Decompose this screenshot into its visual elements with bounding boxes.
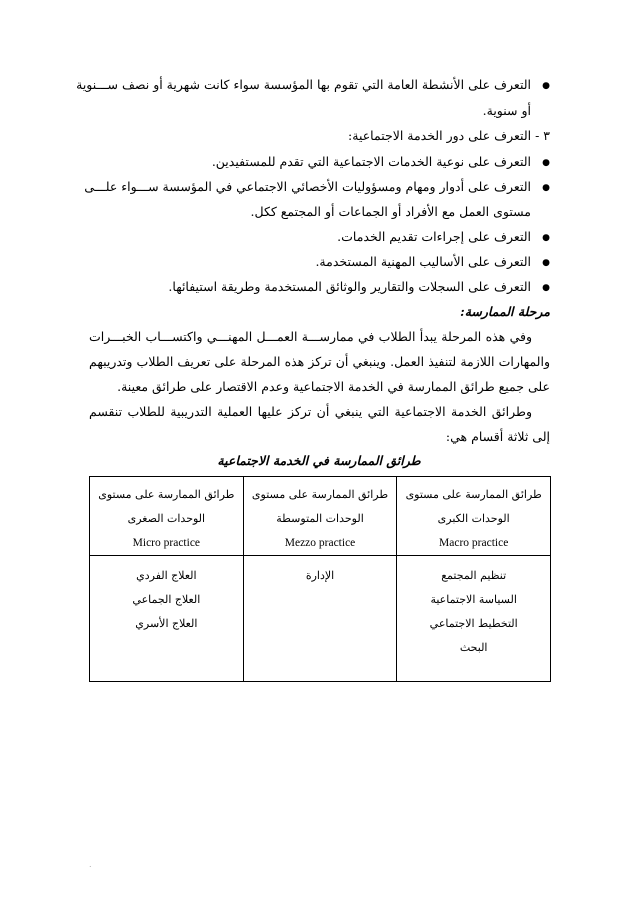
bullet-item: ● التعرف على إجراءات تقديم الخدمات.: [337, 229, 531, 245]
micro-header-cell: [90, 477, 244, 556]
text-line: مستوى العمل مع الأفراد أو الجماعات أو المجتمع ككل.: [250, 204, 531, 219]
footer-mark: .: [89, 860, 92, 869]
paragraph-line: وفي هذه المرحلة يبدأ الطلاب في ممارســـة العمـــل المهنـــي واكتســـاب الخبـــرات: [89, 329, 532, 344]
paragraph-line: على جميع طرائق الممارسة في الخدمة الاجتماعية وعدم الاقتصار على طرائق معينة.: [117, 379, 550, 394]
cell-line: العلاج الفردي: [136, 569, 197, 582]
mezzo-body-cell: [243, 556, 397, 682]
macro-body-cell: [397, 556, 551, 682]
text-line: أو سنوية.: [482, 103, 531, 118]
cell-line: طرائق الممارسة على مستوى: [98, 488, 235, 501]
table-header-row: [90, 477, 551, 556]
mezzo-header-cell: [243, 477, 397, 556]
bullet-item: ● التعرف على أدوار ومهام ومسؤوليات الأخصائي الاجتماعي في المؤسسة ســـواء علـــى: [89, 179, 531, 195]
bullet-item: ● التعرف على نوعية الخدمات الاجتماعية التي تقدم للمستفيدين.: [212, 154, 531, 170]
cell-line: البحث: [459, 641, 488, 654]
practice-methods-table: [89, 476, 551, 682]
cell-latin: Mezzo practice: [284, 537, 356, 549]
paragraph-line: إلى ثلاثة أقسام هي:: [445, 429, 550, 444]
cell-line: طرائق الممارسة على مستوى: [405, 488, 542, 501]
cell-latin: Micro practice: [132, 537, 201, 549]
bullet-item: ● التعرف على الأنشطة العامة التي تقوم بها المؤسسة سواء كانت شهرية أو نصف ســـنوية: [89, 77, 531, 93]
table-title: طرائق الممارسة في الخدمة الاجتماعية: [217, 453, 421, 468]
paragraph-line: والمهارات اللازمة لتنفيذ العمل. وينبغي أن تركز هذه المرحلة على تعريف الطلاب وتدريبهم: [89, 354, 550, 369]
section-heading: ٣ - التعرف على دور الخدمة الاجتماعية:: [348, 128, 550, 143]
practice-heading: مرحلة الممارسة:: [460, 304, 550, 319]
bullet-item: ● التعرف على الأساليب المهنية المستخدمة.: [315, 254, 531, 270]
macro-header-cell: [397, 477, 551, 556]
cell-line: الوحدات الكبرى: [437, 512, 510, 525]
cell-line: طرائق الممارسة على مستوى: [251, 488, 389, 501]
cell-line: السياسة الاجتماعية: [430, 593, 517, 606]
table-body-row: [90, 556, 551, 682]
cell-latin: Macro practice: [439, 537, 509, 549]
cell-line: التخطيط الاجتماعي: [429, 617, 518, 630]
cell-line: الوحدات الصغرى: [127, 512, 206, 525]
cell-line: الوحدات المتوسطة: [276, 512, 364, 525]
micro-body-cell: [90, 556, 244, 682]
cell-line: العلاج الجماعي: [132, 593, 201, 606]
cell-line: العلاج الأسري: [135, 617, 198, 630]
cell-line: الإدارة: [305, 569, 335, 582]
paragraph-line: وطرائق الخدمة الاجتماعية التي ينبغي أن تركز عليها العملية التدريبية للطلاب تنقسم: [89, 404, 532, 419]
bullet-item: ● التعرف على السجلات والتقارير والوثائق المستخدمة وطريقة استيفائها.: [168, 279, 531, 295]
cell-line: تنظيم المجتمع: [441, 569, 507, 582]
